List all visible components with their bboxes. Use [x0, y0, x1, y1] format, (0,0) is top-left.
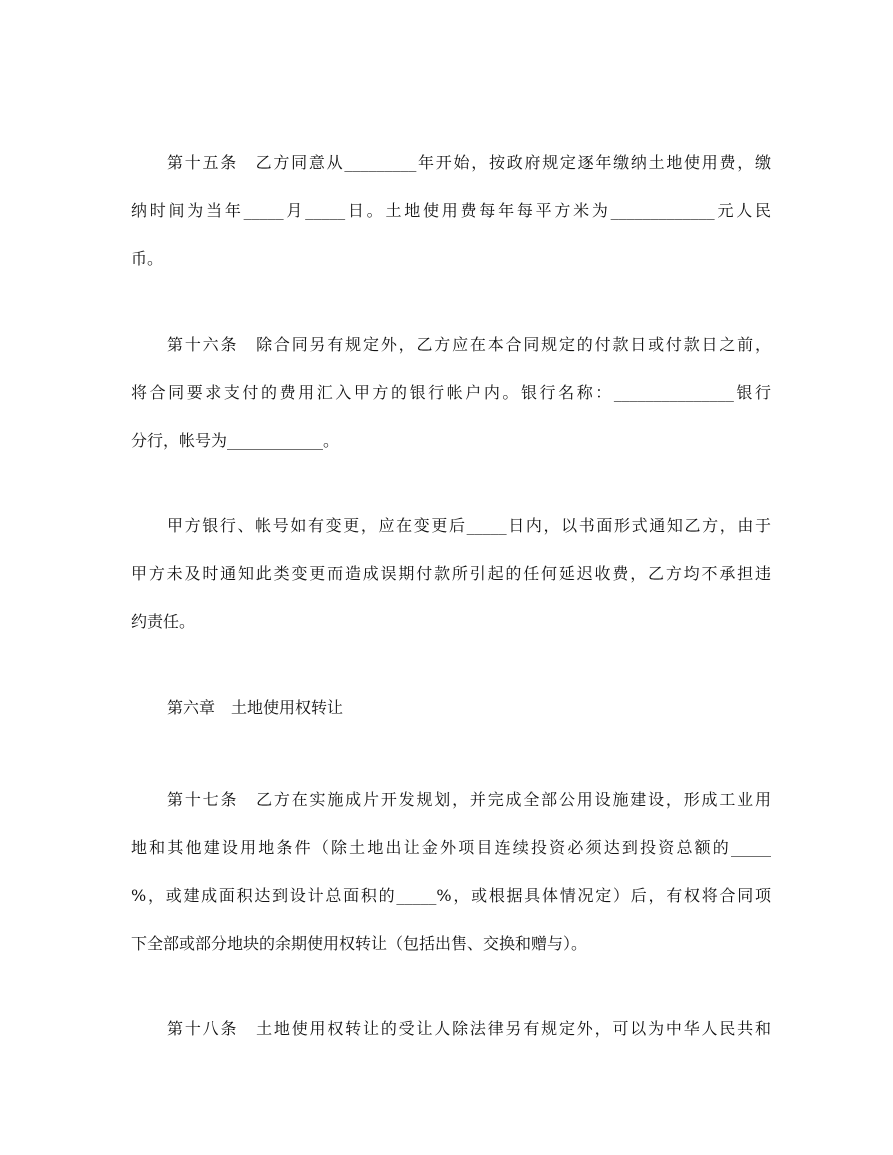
article-17-line-3: %，或建成面积达到设计总面积的_____%，或根据具体情况定）后，有权将合同项 [131, 886, 771, 905]
article-15-line-2: 纳时间为当年_____月_____日。土地使用费每年每平方米为_____________元人民 [131, 201, 771, 220]
article-17 [131, 776, 771, 968]
article-15-line-1: 第十五条 乙方同意从_________年开始，按政府规定逐年缴纳土地使用费，缴 [167, 153, 771, 172]
account-change-line-2: 甲方未及时通知此类变更而造成误期付款所引起的任何延迟收费，乙方均不承担违 [131, 564, 771, 583]
article-18-line-1: 第十八条 土地使用权转让的受让人除法律另有规定外，可以为中华人民共和 [167, 1019, 771, 1038]
chapter-6-title: 第六章 土地使用权转让 [167, 698, 344, 717]
article-18 [131, 1005, 771, 1053]
article-16-line-3: 分行，帐号为____________。 [131, 431, 340, 450]
article-15 [131, 139, 771, 283]
article-17-line-1: 第十七条 乙方在实施成片开发规划，并完成全部公用设施建设，形成工业用 [167, 790, 771, 809]
article-16 [131, 321, 771, 465]
article-16-line-1: 第十六条 除合同另有规定外，乙方应在本合同规定的付款日或付款日之前， [167, 335, 771, 354]
article-15-line-3: 币。 [131, 249, 164, 268]
account-change-paragraph [131, 502, 771, 646]
article-17-line-2: 地和其他建设用地条件（除土地出让金外项目连续投资必须达到投资总额的_____ [131, 838, 771, 857]
account-change-line-1: 甲方银行、帐号如有变更，应在变更后_____日内，以书面形式通知乙方，由于 [167, 516, 771, 535]
account-change-line-3: 约责任。 [131, 612, 196, 631]
article-16-line-2: 将合同要求支付的费用汇入甲方的银行帐户内。银行名称：_______________银行 [131, 383, 771, 402]
chapter-6-heading [131, 684, 771, 732]
article-17-line-4: 下全部或部分地块的余期使用权转让（包括出售、交换和赠与）。 [131, 934, 588, 953]
